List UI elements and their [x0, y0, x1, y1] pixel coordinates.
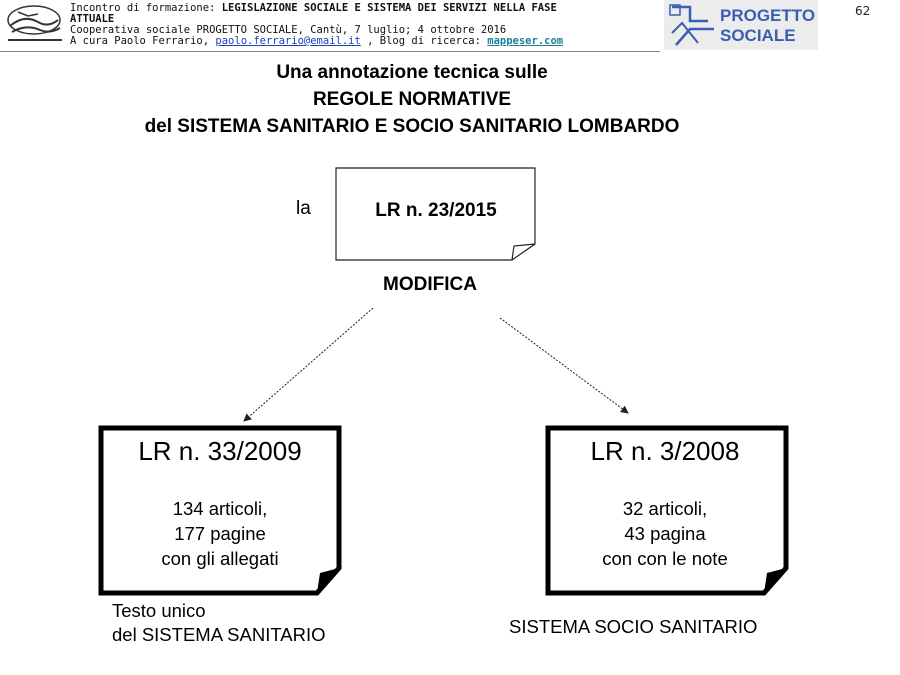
right-detail-1: 32 articoli, — [622, 498, 708, 519]
left-law-title: LR n. 33/2009 — [138, 436, 302, 466]
left-caption-1: Testo unico — [112, 600, 206, 621]
header-event-title: LEGISLAZIONE SOCIALE E SISTEMA DEI SERVIZI NELLA FASE — [221, 2, 557, 14]
header-event-title-cont: ATTUALE — [70, 13, 115, 25]
arrow-right — [500, 318, 628, 413]
title-line-2: REGOLE NORMATIVE — [312, 89, 512, 110]
author-email-link[interactable]: paolo.ferrario@email.it — [215, 35, 361, 47]
prefix-word: la — [296, 198, 311, 219]
title-line-1: Una annotazione tecnica sulle — [276, 62, 548, 83]
right-caption: SISTEMA SOCIO SANITARIO — [509, 616, 758, 637]
left-detail-1: 134 articoli, — [172, 498, 268, 519]
source-law-label: LR n. 23/2015 — [375, 200, 497, 221]
right-law-details — [555, 496, 775, 571]
right-detail-2: 43 pagina — [624, 523, 706, 544]
left-caption — [112, 599, 326, 647]
title-line-3: del SISTEMA SANITARIO E SOCIO SANITARIO LOMBARDO — [144, 116, 680, 137]
right-law-title: LR n. 3/2008 — [590, 436, 740, 466]
header-author-prefix: A cura Paolo Ferrario, — [70, 35, 216, 47]
arrow-left — [244, 308, 373, 421]
verb-label: MODIFICA — [383, 274, 477, 295]
left-law-details — [110, 496, 330, 571]
page-number: 62 — [855, 4, 871, 18]
left-detail-3: con gli allegati — [161, 548, 279, 569]
brand-line-1: PROGETTO — [720, 6, 816, 25]
blog-link[interactable]: mappeser.com — [487, 35, 564, 47]
header-blog-prefix: , Blog di ricerca: — [360, 35, 488, 47]
brand-line-2: SOCIALE — [720, 26, 796, 45]
left-caption-2: del SISTEMA SANITARIO — [112, 624, 326, 645]
header-event-prefix: Incontro di formazione: — [70, 2, 222, 14]
left-detail-2: 177 pagine — [174, 523, 266, 544]
right-detail-3: con con le note — [602, 548, 728, 569]
header-organizer: Cooperativa sociale PROGETTO SOCIALE, Cantù, 7 luglio; 4 ottobre 2016 — [70, 24, 507, 36]
